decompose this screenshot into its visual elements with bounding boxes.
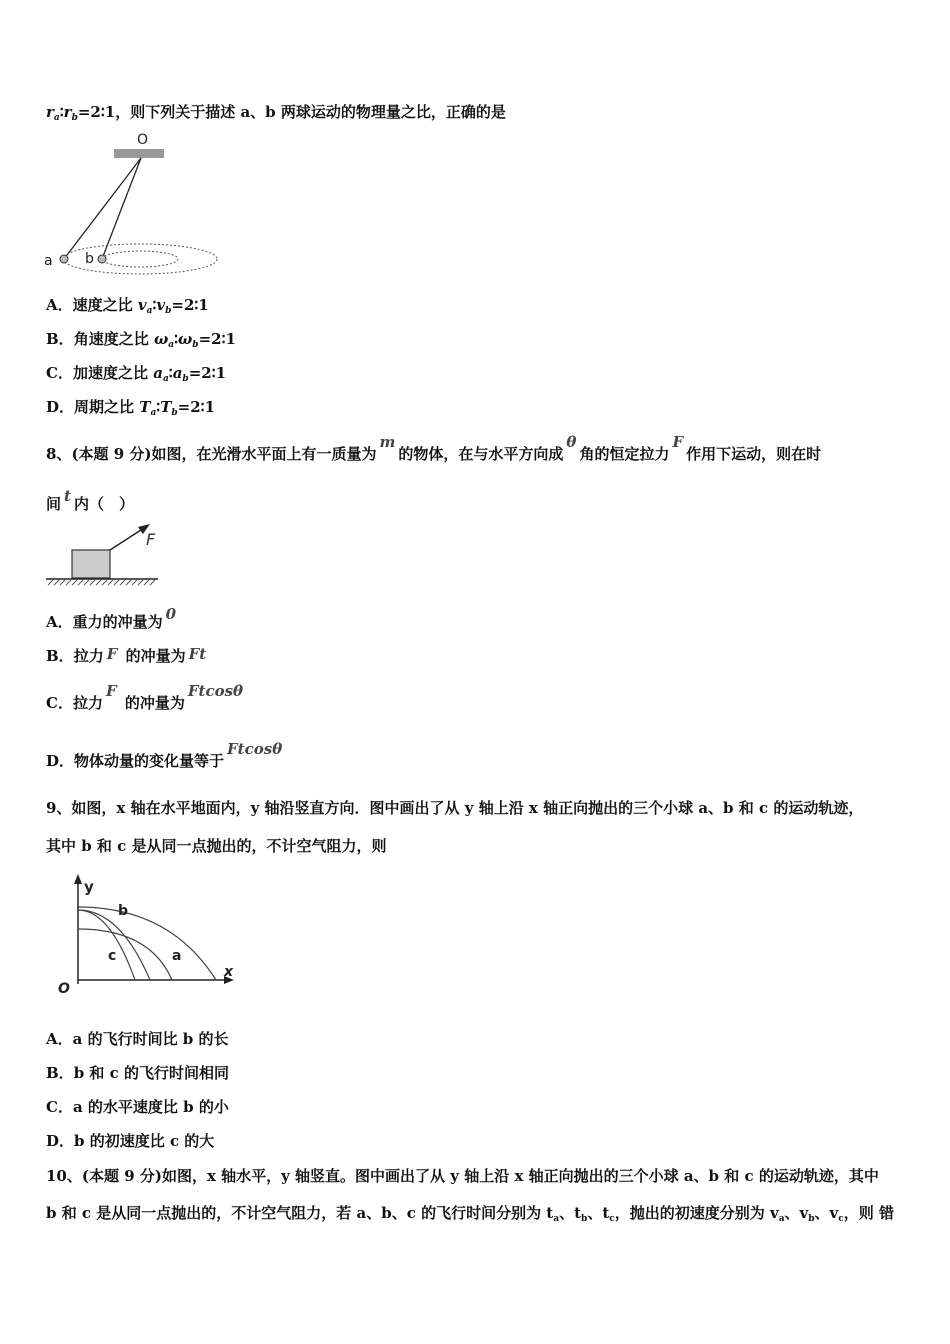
q10-stem-line2: b 和 c 是从同一点抛出的，不计空气阻力，若 a、b、c 的飞行时间分别为 $t_a$、$t_b$、$t_c$，抛出的初速度分别为 $v_a$、$v_b$、$v_c$，则 错 bbox=[46, 1204, 894, 1224]
q8-block-force-figure bbox=[42, 520, 172, 590]
pivot-label: O bbox=[137, 132, 149, 148]
q7-option-b: B．角速度之比 $\omega_a∶\omega_b=2∶1$ bbox=[46, 330, 236, 350]
string-a bbox=[64, 158, 141, 259]
y-axis-arrow bbox=[74, 874, 82, 884]
curve-a-label: a bbox=[172, 948, 182, 964]
force-label: F bbox=[146, 530, 156, 549]
q8-option-c: C．拉力F 的冲量为Ftcosθ bbox=[46, 682, 244, 712]
q8-option-d: D．物体动量的变化量等于Ftcosθ bbox=[46, 740, 283, 770]
ball-b bbox=[98, 255, 106, 263]
q8-stem-line2: 间 t 内（ ） bbox=[46, 487, 134, 513]
q9-stem-line2: 其中 b 和 c 是从同一点抛出的，不计空气阻力，则 bbox=[46, 837, 387, 855]
q7-option-c: C．加速度之比 $a_a∶a_b=2∶1$ bbox=[46, 364, 227, 384]
curve-b-label: b bbox=[118, 903, 129, 919]
q9-option-b: B．b 和 c 的飞行时间相同 bbox=[46, 1064, 229, 1082]
q8-option-b: B．拉力 F 的冲量为 Ft bbox=[46, 645, 207, 665]
q9-option-a: A．a 的飞行时间比 b 的长 bbox=[46, 1030, 229, 1048]
q9-stem-line1: 9、如图，x 轴在水平地面内，y 轴沿竖直方向．图中画出了从 y 轴上沿 x 轴正向抛出的三个小球 a、b 和 c 的运动轨迹， bbox=[46, 799, 864, 817]
force-arrow bbox=[110, 528, 144, 550]
ceiling-support bbox=[114, 149, 164, 158]
curve-c-label: c bbox=[108, 948, 117, 964]
ground-hatching bbox=[48, 580, 155, 585]
ball-a bbox=[60, 255, 68, 263]
ball-a-label: a bbox=[44, 253, 53, 269]
ball-b-label: b bbox=[85, 251, 94, 267]
trajectory-c bbox=[78, 910, 135, 980]
q7-conical-pendulum-figure bbox=[38, 128, 228, 278]
q10-stem-line1: 10、(本题 9 分)如图，x 轴水平，y 轴竖直。图中画出了从 y 轴上沿 x 轴正向抛出的三个小球 a、b 和 c 的运动轨迹，其中 bbox=[46, 1167, 879, 1185]
q9-option-c: C．a 的水平速度比 b 的小 bbox=[46, 1098, 229, 1116]
trajectory-b bbox=[78, 910, 150, 980]
q8-option-a: A．重力的冲量为 0 bbox=[46, 605, 177, 631]
x-axis-label: x bbox=[224, 964, 234, 980]
origin-label: O bbox=[58, 981, 70, 997]
q9-option-d: D．b 的初速度比 c 的大 bbox=[46, 1132, 215, 1150]
q9-trajectory-figure bbox=[50, 872, 240, 1002]
y-axis-label: y bbox=[84, 878, 94, 896]
block bbox=[72, 550, 110, 578]
q7-option-d: D．周期之比 $T_a∶T_b=2∶1$ bbox=[46, 398, 216, 418]
q7-stem: $r_a∶r_b=2∶1$，则下列关于描述 a、b 两球运动的物理量之比，正确的是 bbox=[46, 103, 506, 123]
q8-stem-line1: 8、(本题 9 分)如图，在光滑水平面上有一质量为m的物体，在与水平方向成θ角的恒定拉力F作用下运动，则在时 bbox=[46, 433, 822, 463]
q7-option-a: A．速度之比 $v_a∶v_b=2∶1$ bbox=[46, 296, 209, 316]
orbit-b bbox=[102, 251, 178, 267]
